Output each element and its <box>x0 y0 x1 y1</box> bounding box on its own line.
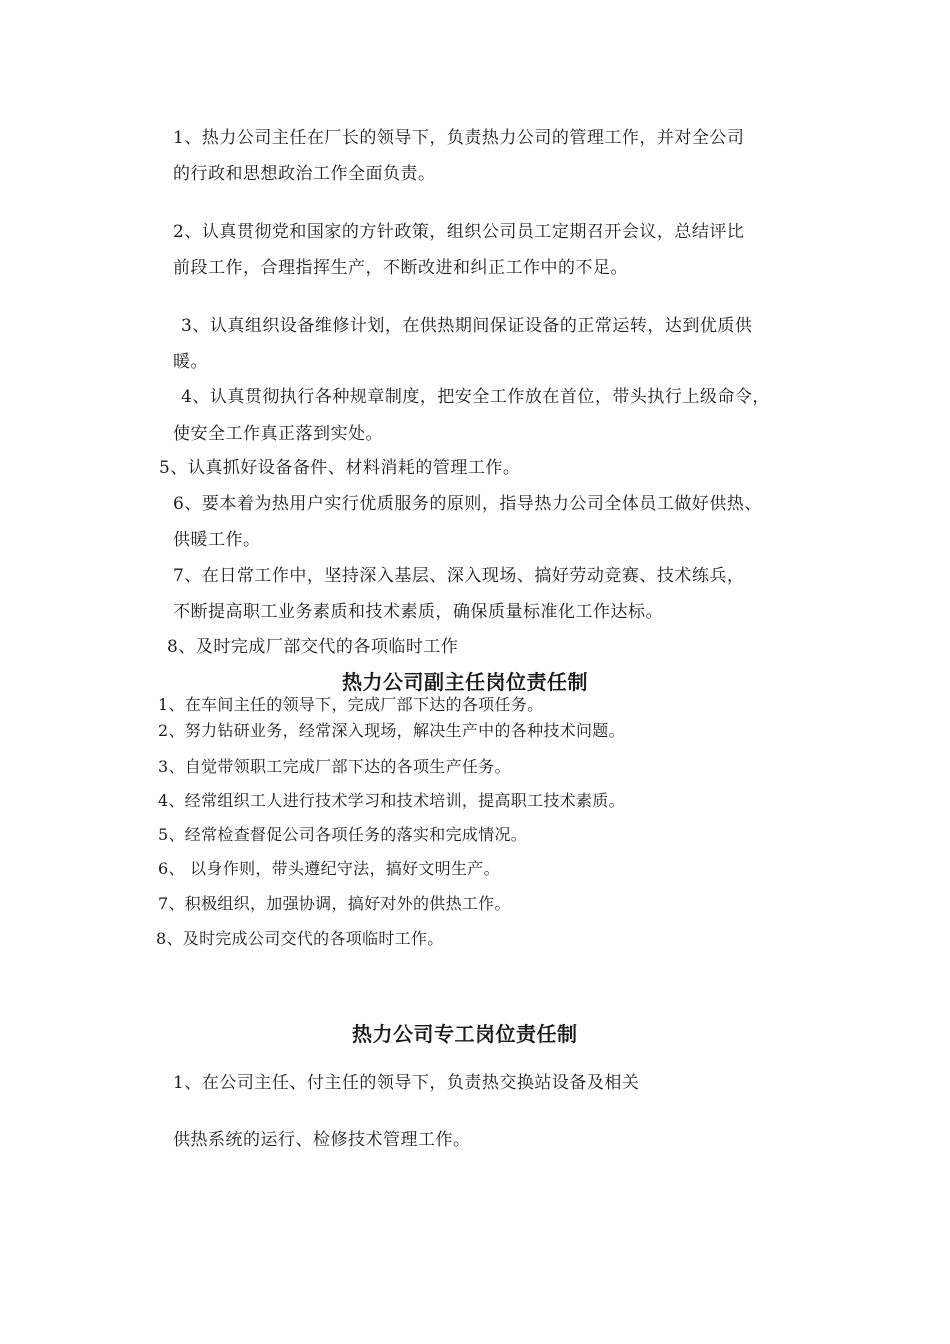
list-item: 1、在车间主任的领导下，完成厂部下达的各项任务。 <box>158 695 544 714</box>
paragraph-line: 5、认真抓好设备备件、材料消耗的管理工作。 <box>159 458 521 478</box>
section-title: 热力公司副主任岗位责任制 <box>342 670 588 694</box>
paragraph-line: 的行政和思想政治工作全面负责。 <box>173 164 436 184</box>
paragraph-line: 供热系统的运行、检修技术管理工作。 <box>173 1130 471 1150</box>
list-item: 4、经常组织工人进行技术学习和技术培训，提高职工技术素质。 <box>158 791 625 810</box>
list-item: 3、自觉带领职工完成厂部下达的各项生产任务。 <box>158 757 511 776</box>
paragraph-line: 前段工作，合理指挥生产，不断改进和纠正工作中的不足。 <box>173 258 628 278</box>
list-item: 7、积极组织，加强协调，搞好对外的供热工作。 <box>158 894 511 913</box>
section-title: 热力公司专工岗位责任制 <box>352 1022 578 1046</box>
list-item: 6、 以身作则，带头遵纪守法，搞好文明生产。 <box>158 859 500 878</box>
list-item: 5、经常检查督促公司各项任务的落实和完成情况。 <box>158 825 528 844</box>
paragraph-line: 1、热力公司主任在厂长的领导下，负责热力公司的管理工作，并对全公司 <box>173 128 745 148</box>
paragraph-line: 使安全工作真正落到实处。 <box>173 424 383 444</box>
paragraph-line: 8、及时完成厂部交代的各项临时工作 <box>167 637 459 657</box>
paragraph-line: 2、认真贯彻党和国家的方针政策，组织公司员工定期召开会议，总结评比 <box>173 222 745 242</box>
paragraph-line: 不断提高职工业务素质和技术素质，确保质量标准化工作达标。 <box>173 602 663 622</box>
paragraph-line: 7、在日常工作中，坚持深入基层、深入现场、搞好劳动竞赛、技术练兵， <box>173 566 745 586</box>
paragraph-line: 1、在公司主任、付主任的领导下，负责热交换站设备及相关 <box>173 1073 640 1093</box>
paragraph-line: 暖。 <box>173 352 208 372</box>
paragraph-line: 供暖工作。 <box>173 530 261 550</box>
paragraph-line: 6、要本着为热用户实行优质服务的原则，指导热力公司全体员工做好供热、 <box>173 494 762 514</box>
list-item: 2、努力钻研业务，经常深入现场，解决生产中的各种技术问题。 <box>158 721 625 740</box>
paragraph-line: 3、认真组织设备维修计划，在供热期间保证设备的正常运转，达到优质供 <box>181 316 753 336</box>
list-item: 8、及时完成公司交代的各项临时工作。 <box>156 929 444 948</box>
paragraph-line: 4、认真贯彻执行各种规章制度，把安全工作放在首位，带头执行上级命令， <box>181 387 770 407</box>
